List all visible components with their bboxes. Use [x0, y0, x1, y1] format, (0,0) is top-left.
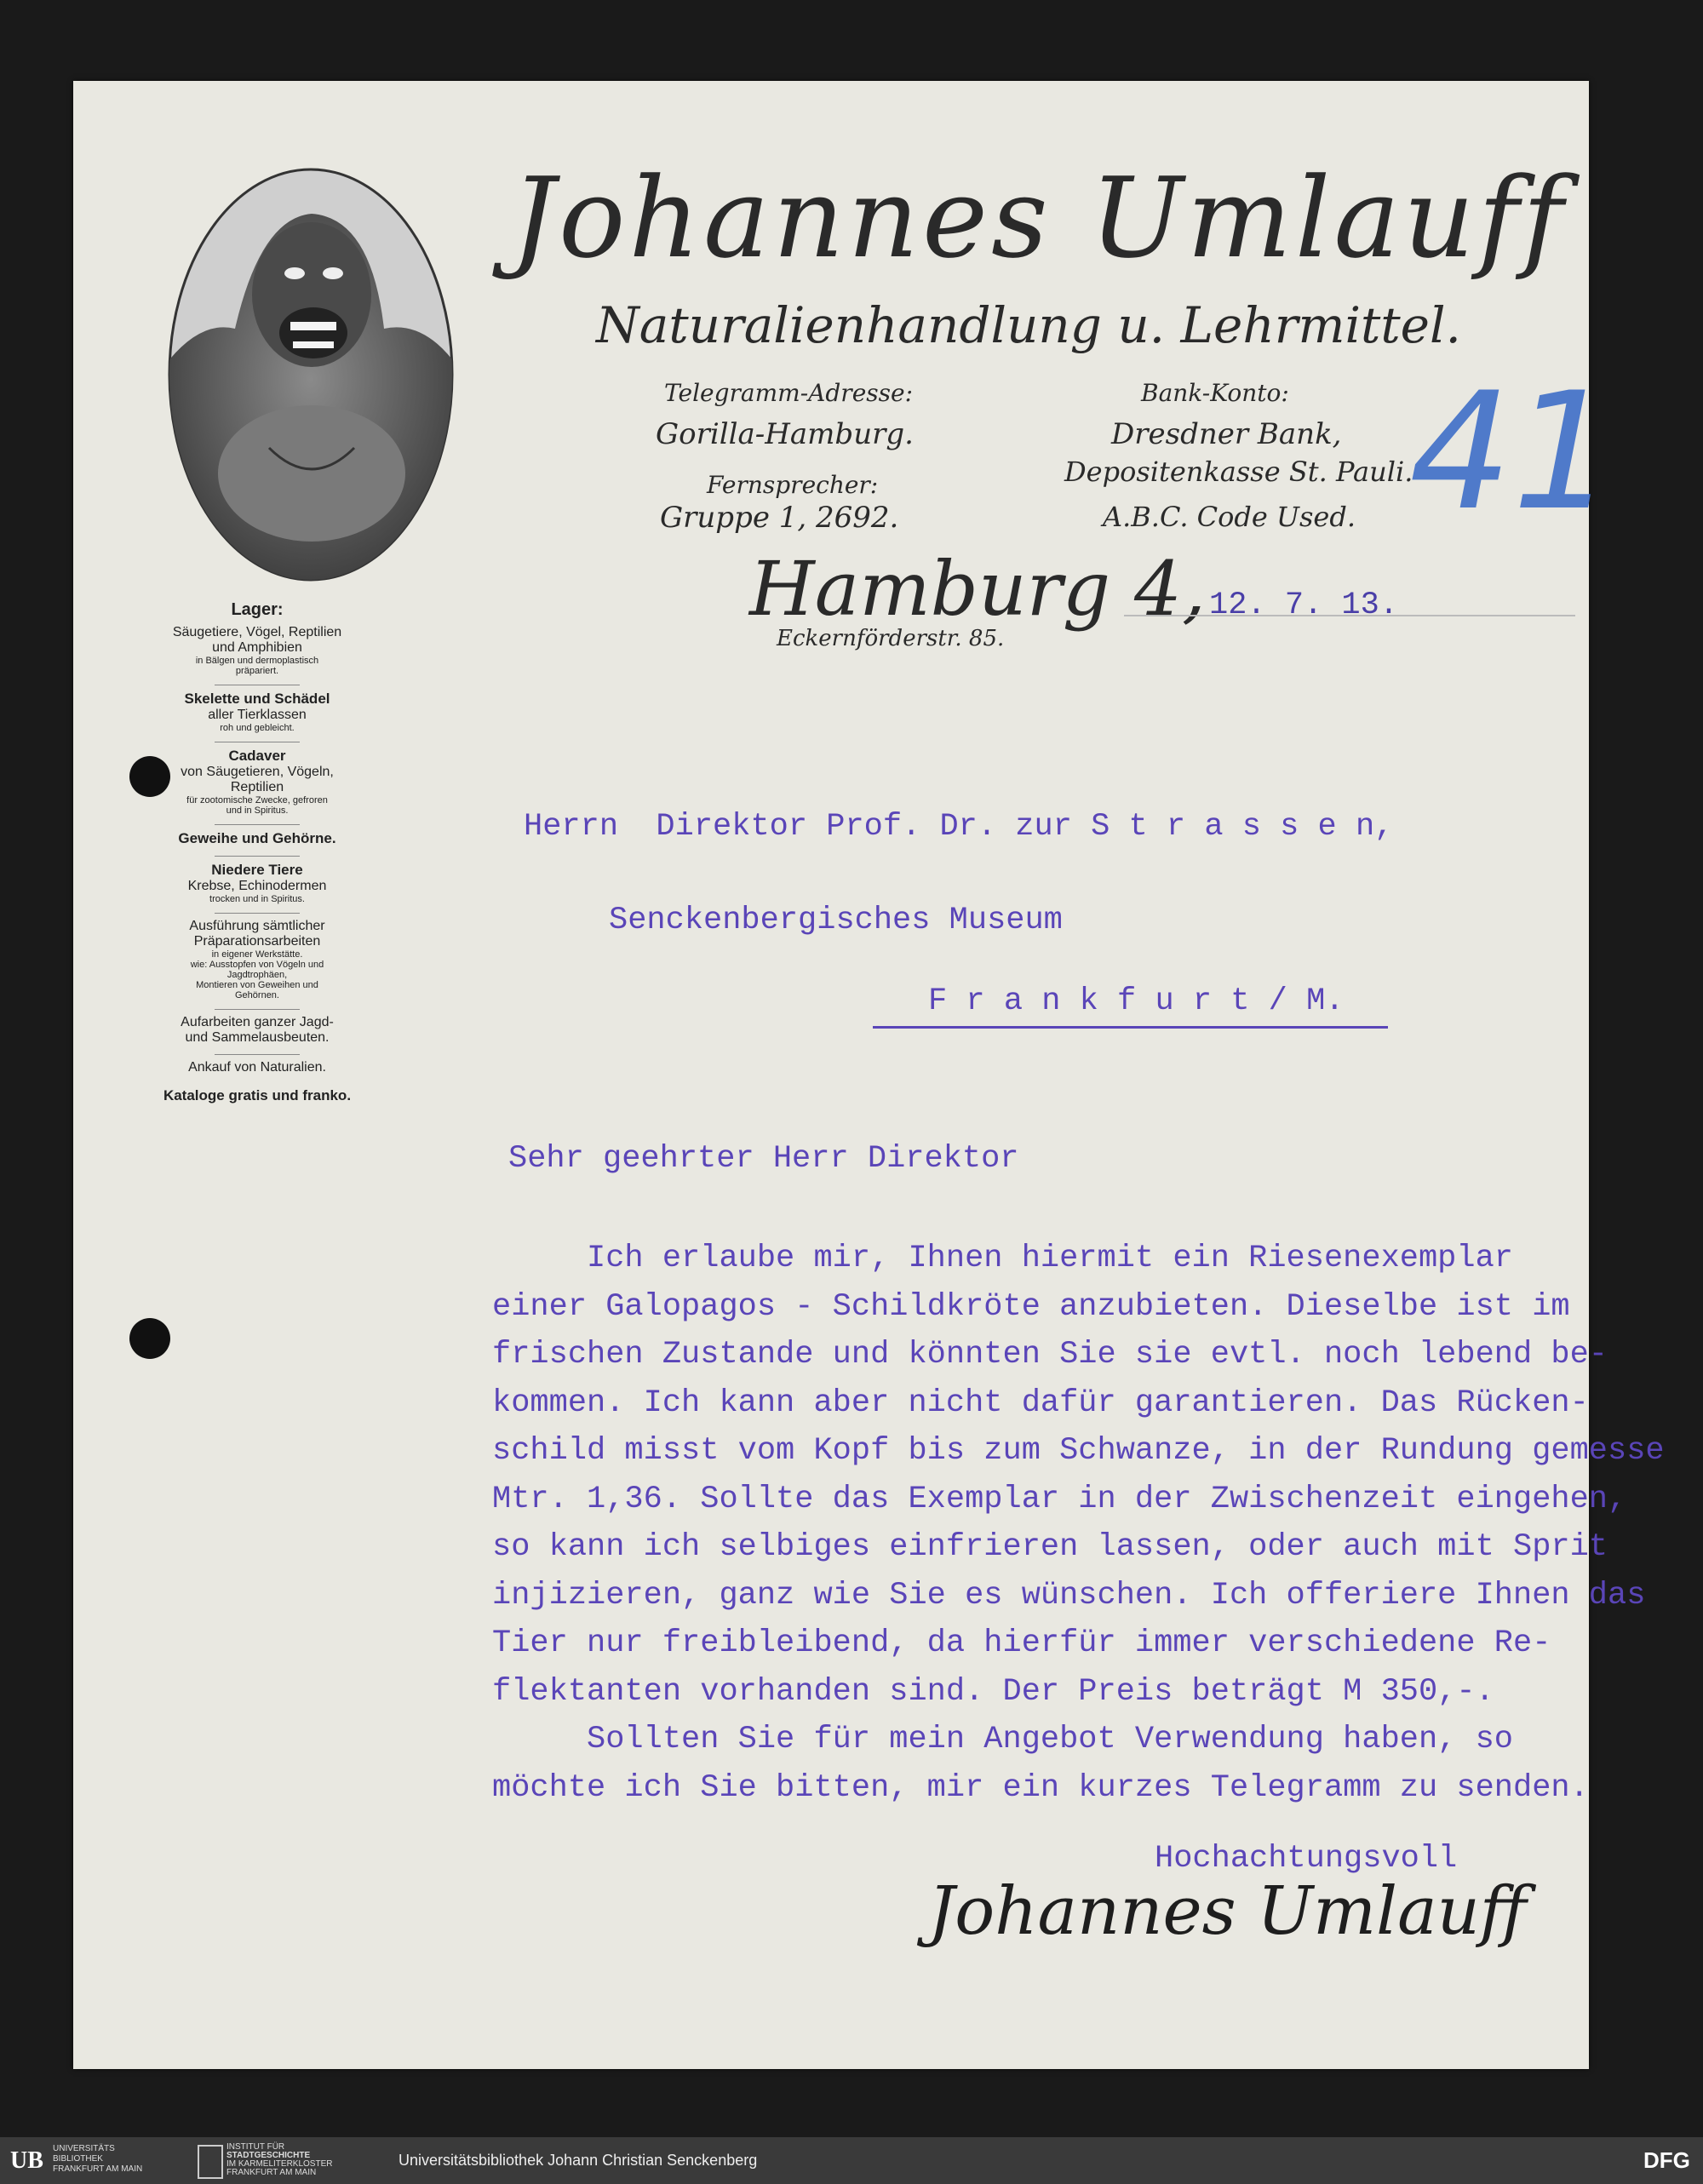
sidebar-line: Ankauf von Naturalien. — [188, 1060, 326, 1075]
sidebar-block — [117, 830, 398, 847]
address-line-1: Herrn Direktor Prof. Dr. zur S t r a s s e n, — [524, 809, 1394, 845]
salutation: Sehr geehrter Herr Direktor — [508, 1141, 1019, 1177]
closing: Hochachtungsvoll — [1155, 1841, 1458, 1877]
body-line: kommen. Ich kann aber nicht dafür garantieren. Das Rücken- — [492, 1384, 1589, 1421]
sidebar-block — [117, 691, 398, 733]
address-line-3: F r a n k f u r t / M. — [928, 983, 1345, 1019]
letter-date: 12. 7. 13. — [1209, 588, 1399, 623]
signature: Johannes Umlauff — [928, 1873, 1528, 1950]
phone-value: Gruppe 1, 2692. — [660, 501, 899, 535]
body-line: flektanten vorhanden sind. Der Preis beträgt M 350,-. — [492, 1673, 1494, 1710]
dfg-logo: DFG — [1643, 2147, 1690, 2173]
sidebar-note: Montieren von Geweihen und — [196, 980, 318, 990]
city: Hamburg 4, — [749, 545, 1206, 633]
sidebar-divider — [215, 824, 300, 825]
institute-logo-icon — [198, 2145, 223, 2179]
punch-hole-top — [129, 756, 170, 797]
sidebar-line: Säugetiere, Vögel, Reptilien — [172, 625, 342, 639]
sidebar-note: in eigener Werkstätte. — [211, 949, 303, 960]
body-line: möchte ich Sie bitten, mir ein kurzes Telegramm zu senden. — [492, 1769, 1589, 1806]
sidebar-block — [117, 862, 398, 904]
sidebar-divider — [215, 856, 300, 857]
sidebar-note: und in Spiritus. — [226, 805, 289, 816]
sidebar-block — [117, 625, 398, 676]
address-line-2: Senckenbergisches Museum — [609, 903, 1063, 938]
sidebar-note: Gehörnen. — [235, 990, 279, 1000]
sidebar-line: Niedere Tiere — [211, 862, 303, 878]
sidebar-line: Aufarbeiten ganzer Jagd- — [181, 1015, 334, 1029]
sidebar-line: von Säugetieren, Vögeln, — [181, 765, 334, 779]
sidebar-divider — [215, 1009, 300, 1010]
sidebar-note: in Bälgen und dermoplastisch — [195, 656, 319, 666]
company-name: Johannes Umlauff — [511, 153, 1567, 283]
letter-body — [492, 1235, 1665, 1812]
sidebar-title: Lager: — [231, 600, 284, 619]
handwritten-number: 41 — [1409, 358, 1615, 546]
body-line: Ich erlaube mir, Ihnen hiermit ein Riesenexemplar — [492, 1241, 1513, 1276]
sidebar-block — [117, 1015, 398, 1046]
sidebar-line: und Amphibien — [212, 640, 302, 655]
sidebar-note: für zootomische Zwecke, gefroren — [186, 795, 328, 805]
address-underline — [873, 1026, 1388, 1029]
abc-code: A.B.C. Code Used. — [1103, 501, 1356, 533]
sidebar-note: Jagdtrophäen, — [226, 970, 288, 980]
sidebar-line: Geweihe und Gehörne. — [178, 830, 336, 846]
sidebar-note: wie: Ausstopfen von Vögeln und — [190, 960, 324, 970]
sidebar — [117, 600, 398, 1104]
footer-center-text: Universitätsbibliothek Johann Christian Senckenberg — [399, 2152, 758, 2169]
date-line — [1124, 615, 1575, 616]
sidebar-line: Präparationsarbeiten — [193, 934, 321, 949]
sidebar-line: Ausführung sämtlicher — [189, 919, 325, 933]
sidebar-line: aller Tierklassen — [208, 708, 307, 722]
ub-logo: UB — [10, 2147, 43, 2174]
sidebar-line: Cadaver — [228, 748, 286, 764]
sidebar-note: roh und gebleicht. — [220, 723, 295, 733]
body-line: so kann ich selbiges einfrieren lassen, oder auch mit Sprit — [492, 1529, 1608, 1565]
punch-hole-bottom — [129, 1318, 170, 1359]
sidebar-blocks — [117, 625, 398, 1075]
sidebar-line: Skelette und Schädel — [184, 691, 330, 707]
telegram-value: Gorilla-Hamburg. — [656, 417, 914, 451]
body-line: injizieren, ganz wie Sie es wünschen. Ich offeriere Ihnen das — [492, 1577, 1646, 1614]
bank-name: Dresdner Bank, — [1111, 417, 1342, 451]
telegram-label: Telegramm-Adresse: — [664, 379, 914, 407]
sidebar-divider — [215, 1054, 300, 1055]
gorilla-illustration — [167, 167, 455, 582]
sidebar-block — [117, 919, 398, 1000]
institute-name: INSTITUT FÜR STADTGESCHICHTE IM KARMELITERKLOSTER FRANKFURT AM MAIN — [226, 2142, 333, 2177]
sidebar-line: Krebse, Echinodermen — [187, 879, 327, 893]
ub-name: UNIVERSITÄTS BIBLIOTHEK FRANKFURT AM MAIN — [53, 2144, 143, 2174]
body-line: schild misst vom Kopf bis zum Schwanze, in der Rundung gemesse — [492, 1433, 1665, 1469]
body-line: frischen Zustande und könnten Sie sie evtl. noch lebend be- — [492, 1337, 1608, 1373]
sidebar-line: und Sammelausbeuten. — [185, 1030, 330, 1045]
phone-label: Fernsprecher: — [707, 471, 879, 499]
body-line: einer Galopagos - Schildkröte anzubieten. Dieselbe ist im — [492, 1288, 1570, 1325]
sidebar-block — [117, 1060, 398, 1075]
sidebar-divider — [215, 913, 300, 914]
sidebar-note: trocken und in Spiritus. — [209, 894, 305, 904]
street: Eckernförderstr. 85. — [777, 626, 1005, 651]
bank-label: Bank-Konto: — [1141, 379, 1289, 407]
footer-bar — [0, 2137, 1703, 2184]
sidebar-line: Reptilien — [230, 780, 284, 794]
body-line: Sollten Sie für mein Angebot Verwendung haben, so — [492, 1722, 1513, 1757]
sidebar-note: präpariert. — [235, 666, 279, 676]
sidebar-catalog: Kataloge gratis und franko. — [163, 1087, 352, 1103]
bank-branch: Depositenkasse St. Pauli. — [1064, 456, 1413, 488]
body-line: Mtr. 1,36. Sollte das Exemplar in der Zwischenzeit eingehen, — [492, 1481, 1627, 1517]
body-line: Tier nur freibleibend, da hierfür immer verschiedene Re- — [492, 1625, 1551, 1661]
company-subtitle: Naturalienhandlung u. Lehrmittel. — [596, 296, 1461, 354]
